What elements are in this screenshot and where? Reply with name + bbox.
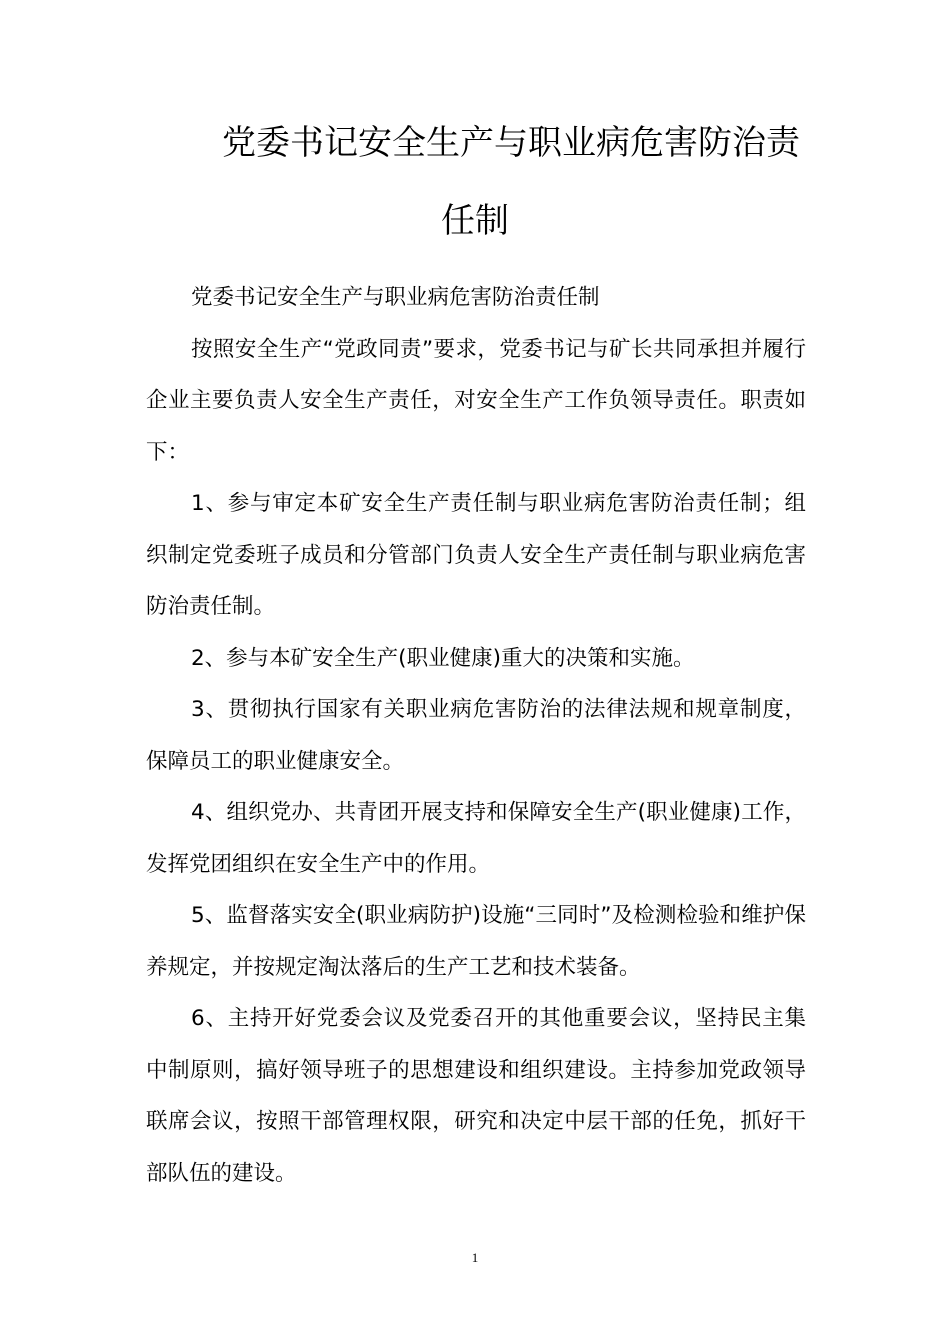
paragraph: 1、参与审定本矿安全生产责任制与职业病危害防治责任制；组织制定党委班子成员和分管部门负责人安全生产责任制与职业病危害防治责任制。 bbox=[146, 491, 806, 619]
paragraph: 4、组织党办、共青团开展支持和保障安全生产(职业健康)工作，发挥党团组织在安全生产中的作用。 bbox=[146, 800, 806, 877]
paragraph: 党委书记安全生产与职业病危害防治责任制 bbox=[191, 285, 600, 310]
paragraph: 2、参与本矿安全生产(职业健康)重大的决策和实施。 bbox=[191, 645, 695, 671]
paragraph: 6、主持开好党委会议及党委召开的其他重要会议，坚持民主集中制原则，搞好领导班子的思想建设和组织建设。主持参加党政领导联席会议，按照干部管理权限，研究和决定中层干部的任免，抓好干部队伍的建设。 bbox=[146, 1006, 806, 1186]
paragraph: 按照安全生产“党政同责”要求，党委书记与矿长共同承担并履行企业主要负责人安全生产责任，对安全生产工作负领导责任。职责如下： bbox=[146, 336, 806, 465]
document-body bbox=[146, 272, 806, 1199]
document-title-line-1: 党委书记安全生产与职业病危害防治责 bbox=[222, 123, 800, 163]
paragraph: 5、监督落实安全(职业病防护)设施“三同时”及检测检验和维护保养规定，并按规定淘汰落后的生产工艺和技术装备。 bbox=[146, 903, 806, 980]
paragraph: 3、贯彻执行国家有关职业病危害防治的法律法规和规章制度，保障员工的职业健康安全。 bbox=[146, 697, 806, 774]
page-number: 1 bbox=[471, 1250, 479, 1265]
document-title-line-2: 任制 bbox=[441, 201, 509, 241]
